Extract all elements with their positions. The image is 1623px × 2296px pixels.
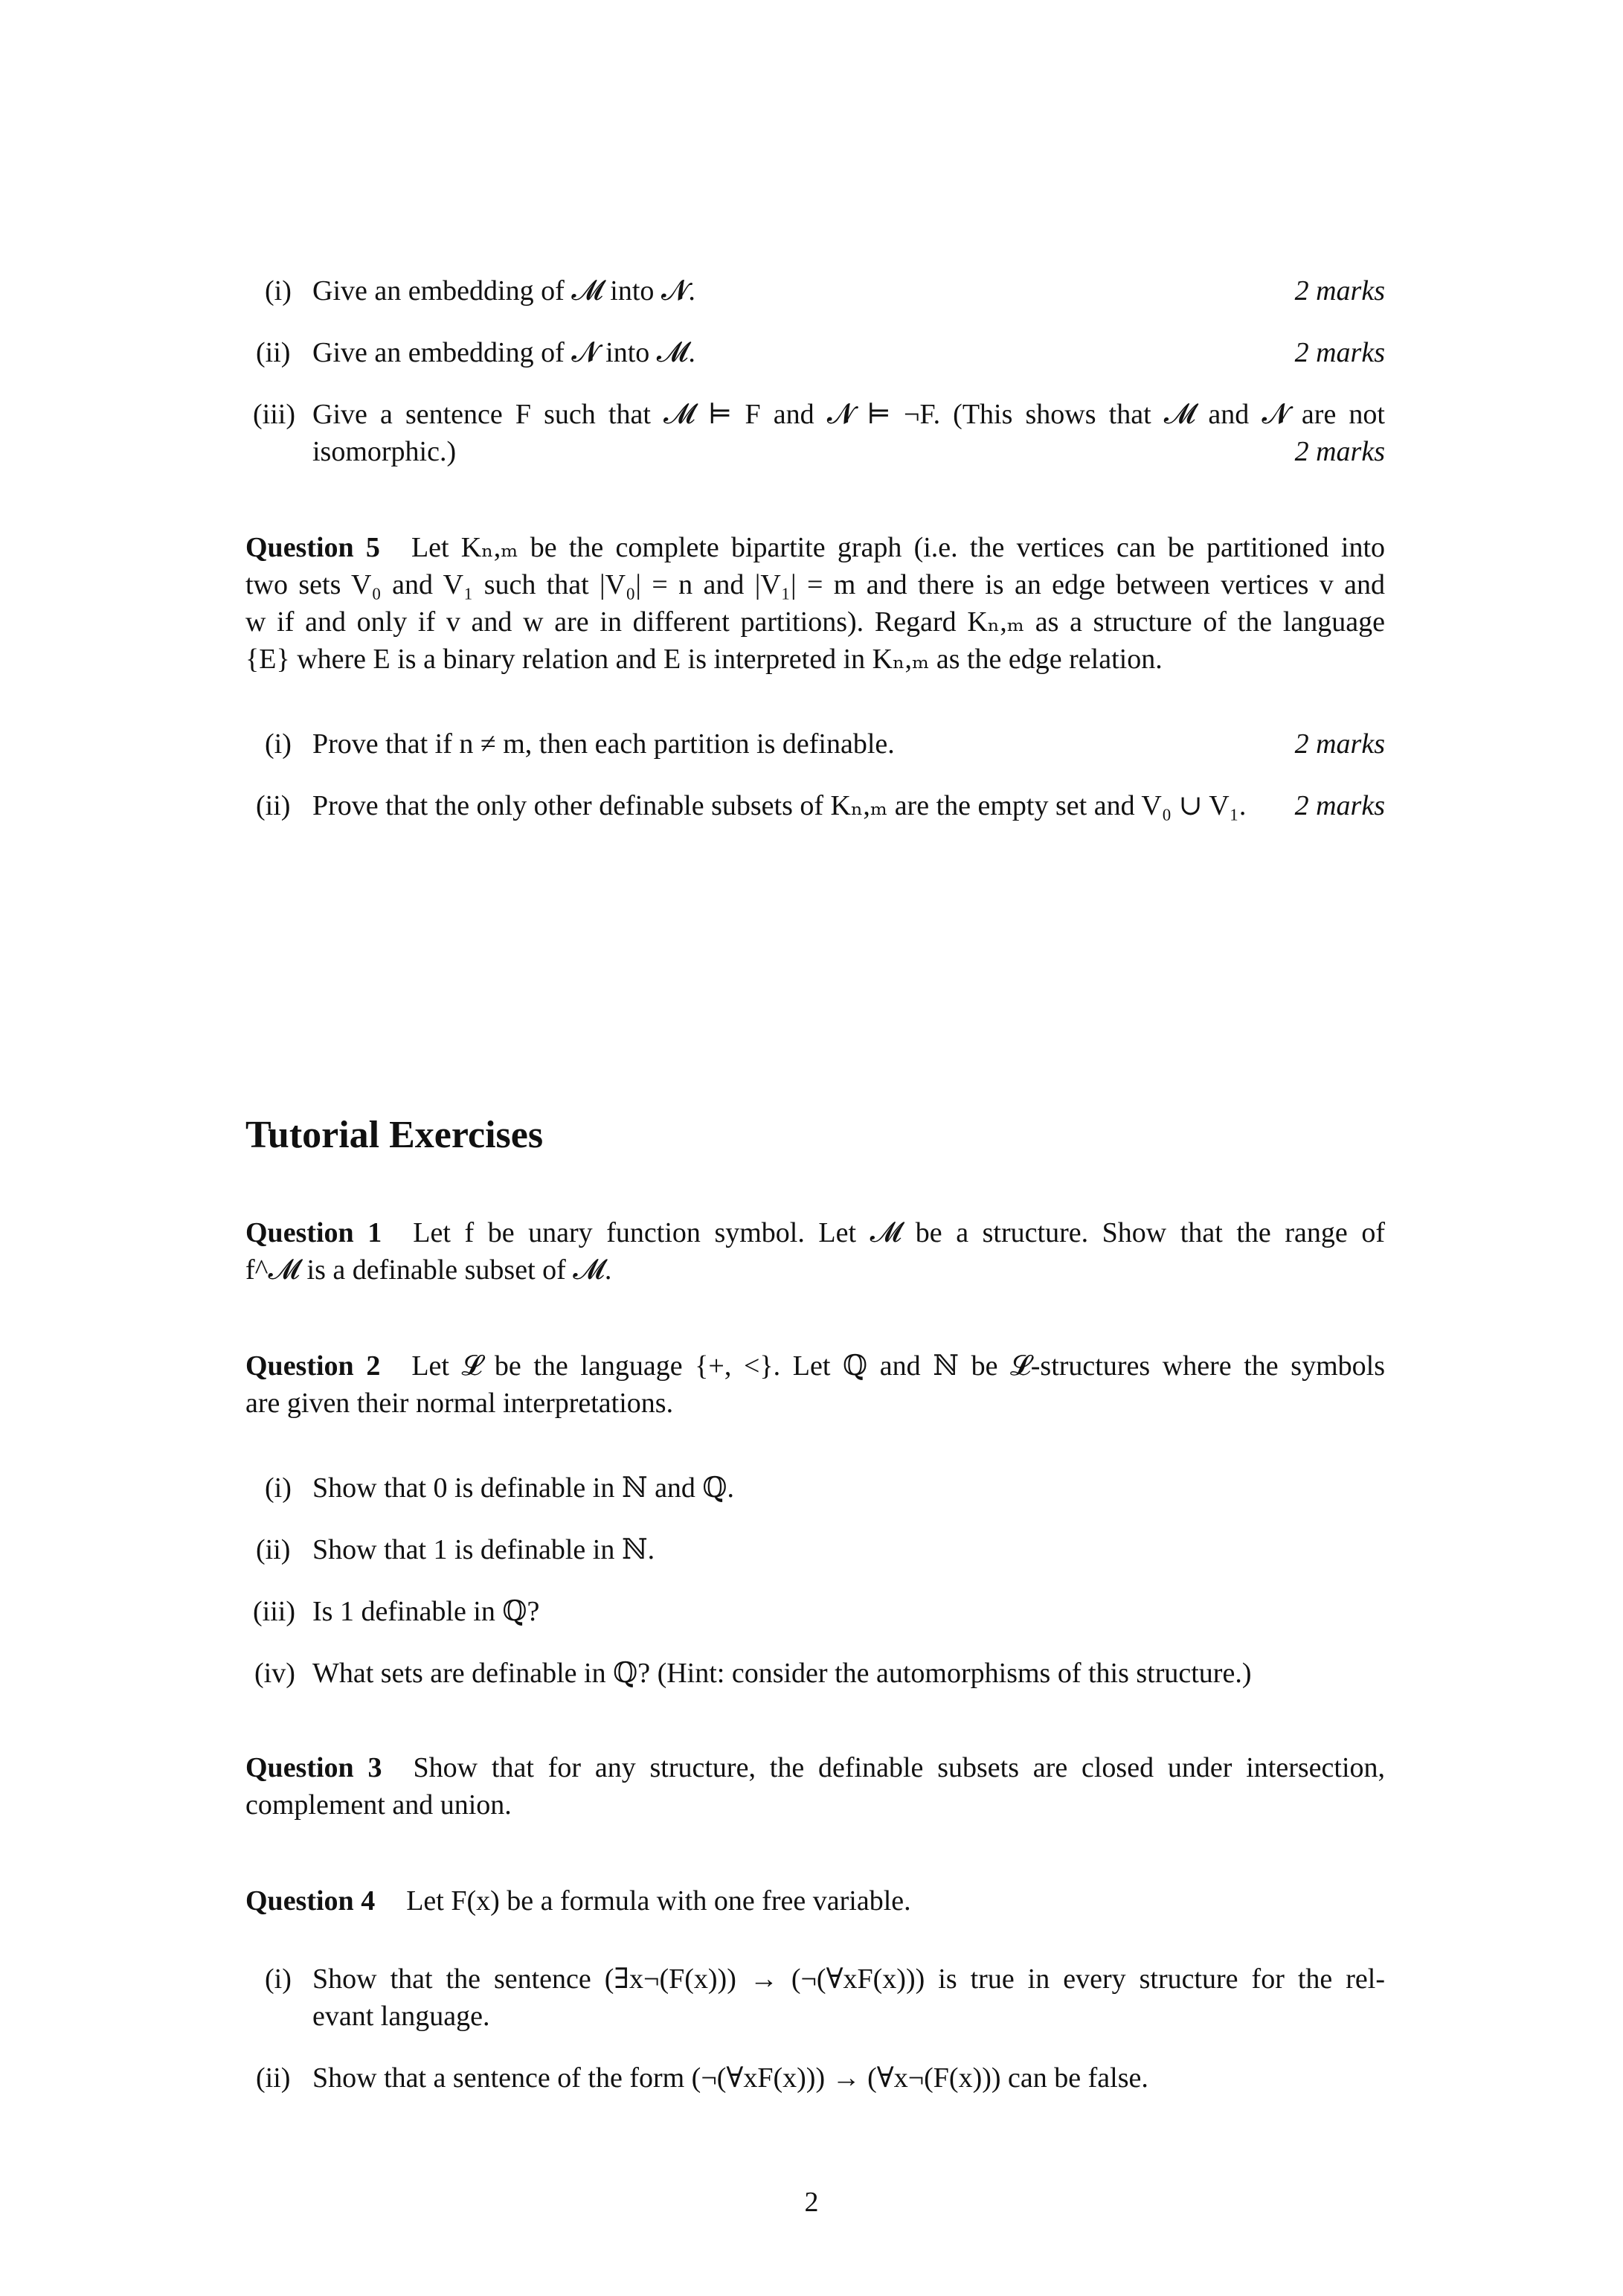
question-heading: Question 2 bbox=[245, 1350, 381, 1382]
q2-line2: are given their normal interpretations. bbox=[245, 1388, 674, 1419]
section-title: Tutorial Exercises bbox=[245, 1114, 544, 1156]
part-label: (ii) bbox=[256, 1534, 291, 1565]
part-text: Prove that if n ≠ m, then each partition is definable. bbox=[312, 728, 895, 760]
tutorial-question-1 bbox=[245, 1214, 1385, 1289]
q3-line2: complement and union. bbox=[245, 1789, 512, 1821]
q3-line1: Show that for any structure, the definable subsets are closed under intersection, bbox=[413, 1752, 1385, 1783]
part-text: What sets are definable in ℚ? (Hint: consider the automorphisms of this structure.) bbox=[312, 1658, 1252, 1689]
part-label: (i) bbox=[265, 728, 292, 760]
tutorial-question-4 bbox=[245, 1882, 1385, 1920]
marks: 2 marks bbox=[1294, 728, 1385, 760]
q5-line1: Let Kₙ,ₘ be the complete bipartite graph (i.e. the vertices can be partitioned into bbox=[411, 532, 1385, 563]
q4-line1: Let F(x) be a formula with one free variable. bbox=[406, 1885, 911, 1917]
part-text: Show that 0 is definable in ℕ and ℚ. bbox=[312, 1472, 735, 1504]
part-label: (i) bbox=[265, 1963, 292, 1995]
marks: 2 marks bbox=[1294, 275, 1385, 307]
part-label: (iii) bbox=[253, 399, 295, 430]
page-number: 2 bbox=[804, 2187, 819, 2218]
question-heading: Question 5 bbox=[245, 532, 380, 563]
tutorial-question-3 bbox=[245, 1749, 1385, 1824]
question-heading: Question 3 bbox=[245, 1752, 382, 1783]
part-text: Give an embedding of 𝓜 into 𝓝. bbox=[312, 275, 695, 307]
part-label: (ii) bbox=[256, 337, 291, 368]
part-text-line2: evant language. bbox=[312, 2001, 490, 2032]
marks: 2 marks bbox=[1294, 436, 1385, 467]
part-text: Show that 1 is definable in ℕ. bbox=[312, 1534, 655, 1565]
question-heading: Question 4 bbox=[245, 1885, 376, 1917]
part-text: Give an embedding of 𝓝 into 𝓜. bbox=[312, 337, 695, 368]
part-text: Show that a sentence of the form (¬(∀xF(x))) → (∀x¬(F(x))) can be false. bbox=[312, 2062, 1148, 2094]
part-label: (i) bbox=[265, 1472, 292, 1504]
part-label: (ii) bbox=[256, 2062, 291, 2094]
q1-line1: Let f be unary function symbol. Let 𝓜 be a structure. Show that the range of bbox=[413, 1217, 1385, 1248]
part-text-line2: isomorphic.) bbox=[312, 436, 457, 467]
q5-line2: two sets V₀ and V₁ such that |V₀| = n and |V₁| = m and there is an edge between vertices v and bbox=[245, 569, 1385, 600]
q5-line3: w if and only if v and w are in different partitions). Regard Kₙ,ₘ as a structure of the language bbox=[245, 606, 1385, 638]
question-5 bbox=[245, 529, 1385, 678]
part-text: Prove that the only other definable subsets of Kₙ,ₘ are the empty set and V₀ ∪ V₁. bbox=[312, 790, 1247, 821]
part-label: (ii) bbox=[256, 790, 291, 821]
q5-line4: {E} where E is a binary relation and E is interpreted in Kₙ,ₘ as the edge relation. bbox=[245, 644, 1163, 675]
q2-line1: Let 𝓛 be the language {+, <}. Let ℚ and ℕ be 𝓛-structures where the symbols bbox=[411, 1350, 1385, 1382]
question-heading: Question 1 bbox=[245, 1217, 382, 1248]
part-text-line1: Give a sentence F such that 𝓜 ⊨ F and 𝓝 ⊨ ¬F. (This shows that 𝓜 and 𝓝 are not bbox=[312, 399, 1385, 430]
part-text: Is 1 definable in ℚ? bbox=[312, 1596, 540, 1627]
marks: 2 marks bbox=[1294, 790, 1385, 821]
tutorial-question-2 bbox=[245, 1347, 1385, 1422]
marks: 2 marks bbox=[1294, 337, 1385, 368]
q1-line2: f^𝓜 is a definable subset of 𝓜. bbox=[245, 1254, 612, 1286]
part-label: (i) bbox=[265, 275, 292, 307]
part-text-line1: Show that the sentence (∃x¬(F(x))) → (¬(∀xF(x))) is true in every structure for the rel- bbox=[312, 1963, 1385, 1995]
part-label: (iii) bbox=[253, 1596, 295, 1627]
part-label: (iv) bbox=[254, 1658, 295, 1689]
